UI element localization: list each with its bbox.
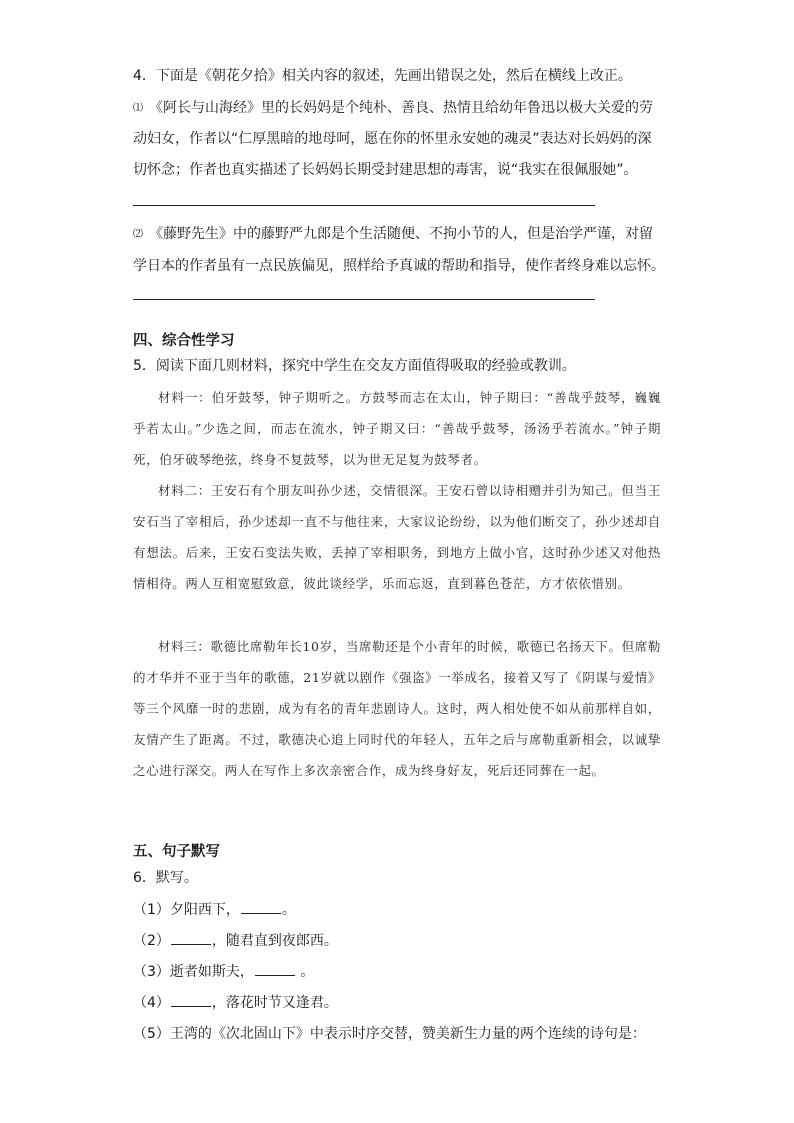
recitation-3-prefix: （3）逝者如斯夫， <box>133 964 254 980</box>
recitation-2-prefix: （2） <box>133 933 170 949</box>
question-5-title: 5．阅读下面几则材料，探究中学生在交友方面值得吸取的经验或教训。 <box>133 358 576 374</box>
recitation-item-1 <box>133 899 673 920</box>
material-3: 材料三：歌德比席勒年长10岁，当席勒还是个小青年的时候，歌德已名扬天下。但席勒的才华并不亚于当年的歌德，21岁就以剧作《强盗》一举成名，接着又写了《阴谋与爱情》等三个风靡一时的悲剧，成为有名的青年悲剧诗人。这时，两人相处使不如从前那样自如，友情产生了距离。不过，歌德决心追上同时代的年轻人，五年之后与席勒重新相会，以诚挚之心进行深交。两人在写作上多次亲密合作，成为终身好友，死后还同葬在一起。 <box>133 639 662 778</box>
recitation-4-blank[interactable] <box>171 992 211 1007</box>
recitation-item-2 <box>133 930 673 951</box>
recitation-5-prompt: （5）王湾的《次北固山下》中表示时序交替，赞美新生力量的两个连续的诗句是： <box>133 1026 646 1042</box>
question-4-item-1-line-1 <box>133 98 673 118</box>
recitation-2-suffix: ，随君直到夜郎西。 <box>211 933 338 949</box>
question-6-title: 6．默写。 <box>133 870 198 886</box>
recitation-4-suffix: ，落花时节又逢君。 <box>211 995 338 1011</box>
question-4-item-2-line-2: 学日本的作者虽有一点民族偏见，照样给予真诚的帮助和指导，使作者终身难以忘怀。 <box>133 258 665 274</box>
material-1: 材料一：伯牙鼓琴，钟子期听之。方鼓琴而志在太山，钟子期曰：“善哉乎鼓琴，巍巍乎若太山。”少选之间，而志在流水，钟子期又曰：“善哉乎鼓琴，汤汤乎若流水。”钟子期死，伯牙破琴绝弦，终身不复鼓琴，以为世无足复为鼓琴者。 <box>133 390 661 467</box>
recitation-2-blank[interactable] <box>171 930 211 945</box>
item-1-number: ⑴ <box>133 103 143 114</box>
recitation-4-prefix: （4） <box>133 995 170 1011</box>
item-1-text-line-1: 《阿长与山海经》里的长妈妈是个纯朴、善良、热情且给幼年鲁迅以极大关爱的劳 <box>149 100 653 116</box>
item-2-number: ⑵ <box>133 229 143 240</box>
section-5-heading: 五、句子默写 <box>133 844 220 860</box>
recitation-1-blank[interactable] <box>241 899 281 914</box>
recitation-item-5 <box>133 1024 673 1044</box>
question-4-item-1-line-2: 动妇女，作者以“仁厚黑暗的地母呵，愿在你的怀里永安她的魂灵”表达对长妈妈的深 <box>133 131 652 147</box>
question-4-title: 4．下面是《朝花夕拾》相关内容的叙述，先画出错误之处，然后在横线上改正。 <box>133 68 632 84</box>
recitation-1-prefix: （1）夕阳西下， <box>133 902 240 918</box>
answer-blank-line-2[interactable] <box>133 299 595 300</box>
section-4-heading: 四、综合性学习 <box>133 333 235 349</box>
recitation-3-suffix: 。 <box>295 964 315 980</box>
recitation-item-4 <box>133 992 673 1013</box>
question-4-item-2-line-1 <box>133 224 673 244</box>
question-4-item-1-line-3: 切怀念；作者也真实描述了长妈妈长期受封建思想的毒害，说“我实在很佩服她”。 <box>133 162 638 178</box>
recitation-3-blank[interactable] <box>255 961 295 976</box>
material-2: 材料二：王安石有个朋友叫孙少述，交情很深。王安石曾以诗相赠并引为知己。但当王安石当了宰相后，孙少述却一直不与他往来，大家议论纷纷，以为他们断交了，孙少述却自有想法。后来，王安石变法失败，丢掉了宰相职务，到地方上做小官，这时孙少述又对他热情相待。两人互相宽慰致意，彼此谈经学，乐而忘返，直到暮色苍茫，方才依依惜别。 <box>133 483 661 591</box>
recitation-1-suffix: 。 <box>281 902 296 918</box>
item-2-text-line-1: 《藤野先生》中的藤野严九郎是个生活随便、不拘小节的人，但是治学严谨，对留 <box>149 226 653 242</box>
recitation-item-3 <box>133 961 673 982</box>
answer-blank-line-1[interactable] <box>133 205 595 206</box>
